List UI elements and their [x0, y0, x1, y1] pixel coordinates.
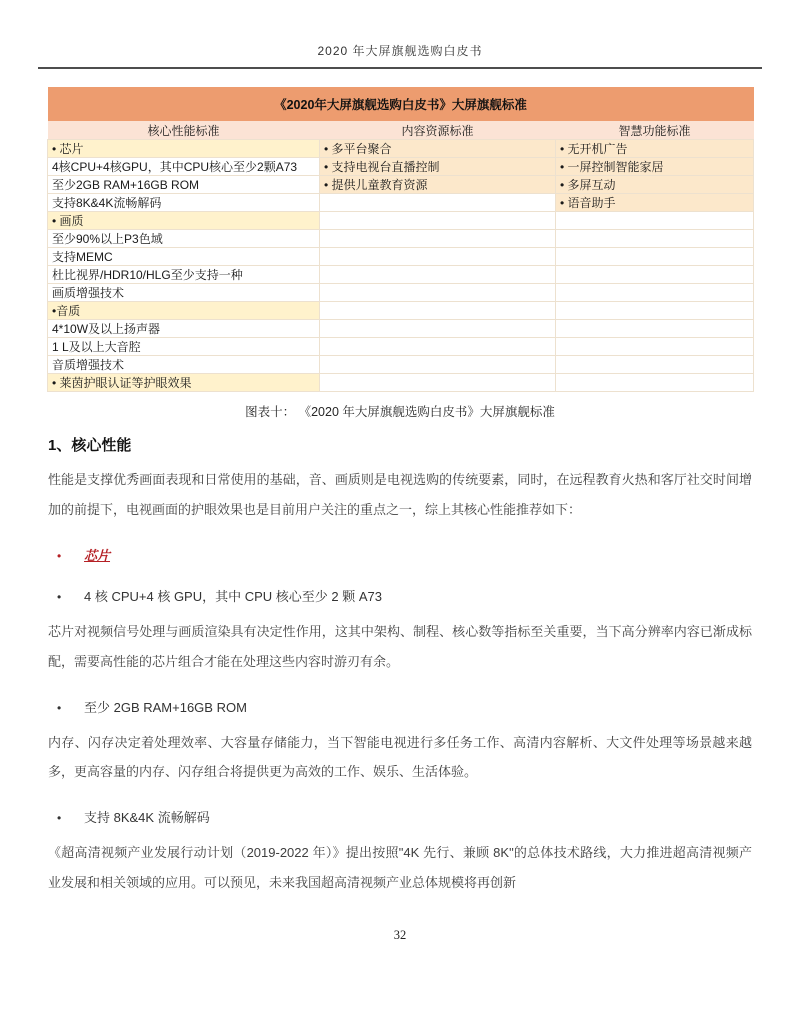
table-row — [48, 284, 754, 302]
table-cell: • 提供儿童教育资源 — [320, 176, 556, 194]
table-header-row — [48, 121, 754, 140]
table-row — [48, 338, 754, 356]
table-cell: • 画质 — [48, 212, 320, 230]
table-cell — [320, 266, 556, 284]
table-caption: 图表十： 《2020 年大屏旗舰选购白皮书》大屏旗舰标准 — [245, 405, 555, 419]
standards-table-body — [48, 140, 754, 392]
paragraph-8k: 《超高清视频产业发展行动计划（2019-2022 年）》提出按照"4K 先行、兼顾 8K"的总体技术路线，大力推进超高清视频产业发展和相关领域的应用。可以预见，未来我国超高清视频产业总体规模将再创新 — [48, 845, 752, 891]
table-row — [48, 266, 754, 284]
bullet-item-chip — [48, 545, 752, 564]
table-cell — [320, 284, 556, 302]
bullet-marker: • — [57, 589, 62, 604]
bullet-ram-label: 至少 2GB RAM+16GB ROM — [84, 699, 247, 715]
table-cell — [556, 266, 754, 284]
standards-table — [47, 87, 754, 392]
table-cell — [556, 284, 754, 302]
table-cell: 音质增强技术 — [48, 356, 320, 374]
table-cell — [320, 248, 556, 266]
table-cell: • 芯片 — [48, 140, 320, 158]
table-row — [48, 158, 754, 176]
table-cell: 4核CPU+4核GPU，其中CPU核心至少2颗A73 — [48, 158, 320, 176]
bullet-cpu-label: 4 核 CPU+4 核 GPU，其中 CPU 核心至少 2 颗 A73 — [84, 588, 382, 604]
table-row — [48, 302, 754, 320]
bullet-marker: • — [57, 548, 62, 563]
table-row — [48, 374, 754, 392]
column-header-smart: 智慧功能标准 — [556, 121, 754, 140]
table-cell: • 多平台聚合 — [320, 140, 556, 158]
table-cell: • 无开机广告 — [556, 140, 754, 158]
table-row — [48, 320, 754, 338]
column-header-performance: 核心性能标准 — [48, 121, 320, 140]
table-cell — [320, 356, 556, 374]
table-cell — [556, 320, 754, 338]
header-rule-divider — [38, 67, 762, 69]
table-cell — [320, 374, 556, 392]
table-row — [48, 248, 754, 266]
bullet-item-ram — [48, 697, 752, 716]
table-cell: • 语音助手 — [556, 194, 754, 212]
table-cell — [556, 338, 754, 356]
table-cell: 1 L及以上大音腔 — [48, 338, 320, 356]
table-cell — [556, 230, 754, 248]
table-row — [48, 140, 754, 158]
bullet-item-cpu — [48, 586, 752, 605]
table-cell — [556, 212, 754, 230]
table-cell: • 莱茵护眼认证等护眼效果 — [48, 374, 320, 392]
paragraph-ram: 内存、闪存决定着处理效率、大容量存储能力，当下智能电视进行多任务工作、高清内容解析、大文件处理等场景越来越多，更高容量的内存、闪存组合将提供更为高效的工作、娱乐、生活体验。 — [48, 734, 752, 780]
table-cell — [320, 338, 556, 356]
paragraph-chip: 芯片对视频信号处理与画质渲染具有决定性作用，这其中架构、制程、核心数等指标至关重要，当下高分辨率内容已渐成标配，需要高性能的芯片组合才能在处理这些内容时游刃有余。 — [48, 623, 752, 669]
table-cell — [556, 356, 754, 374]
table-cell — [320, 194, 556, 212]
table-cell — [320, 230, 556, 248]
table-cell: 4*10W及以上扬声器 — [48, 320, 320, 338]
table-cell: • 支持电视台直播控制 — [320, 158, 556, 176]
bullet-marker: • — [57, 700, 62, 715]
table-row — [48, 194, 754, 212]
standards-table-wrap — [47, 87, 753, 392]
table-cell — [320, 320, 556, 338]
table-title-row — [48, 87, 754, 121]
table-cell — [556, 374, 754, 392]
page-number: 32 — [393, 928, 407, 942]
page-header-title: 2020 年大屏旗舰选购白皮书 — [317, 44, 483, 58]
column-header-content: 内容资源标准 — [320, 121, 556, 140]
table-cell — [320, 212, 556, 230]
bullet-item-8k — [48, 807, 752, 826]
table-cell: • 一屏控制智能家居 — [556, 158, 754, 176]
table-cell — [320, 302, 556, 320]
table-row — [48, 356, 754, 374]
table-cell: 支持8K&4K流畅解码 — [48, 194, 320, 212]
table-cell — [556, 302, 754, 320]
table-row — [48, 212, 754, 230]
intro-paragraph: 性能是支撑优秀画面表现和日常使用的基础，音、画质则是电视选购的传统要素，同时，在远程教育火热和客厅社交时间增加的前提下，电视画面的护眼效果也是目前用户关注的重点之一，综上其核心性能推荐如下： — [48, 472, 752, 517]
section-heading: 1、核心性能 — [48, 437, 132, 454]
table-cell: •音质 — [48, 302, 320, 320]
table-row — [48, 176, 754, 194]
table-cell: 画质增强技术 — [48, 284, 320, 302]
table-cell: 支持MEMC — [48, 248, 320, 266]
table-title: 《2020年大屏旗舰选购白皮书》大屏旗舰标准 — [48, 87, 754, 121]
table-cell: 至少2GB RAM+16GB ROM — [48, 176, 320, 194]
bullet-marker: • — [57, 811, 62, 826]
bullet-8k-label: 支持 8K&4K 流畅解码 — [84, 810, 210, 826]
bullet-chip-label: 芯片 — [84, 547, 111, 563]
table-row — [48, 230, 754, 248]
table-cell: 至少90%以上P3色域 — [48, 230, 320, 248]
table-cell: • 多屏互动 — [556, 176, 754, 194]
table-cell — [556, 248, 754, 266]
table-cell: 杜比视界/HDR10/HLG至少支持一种 — [48, 266, 320, 284]
